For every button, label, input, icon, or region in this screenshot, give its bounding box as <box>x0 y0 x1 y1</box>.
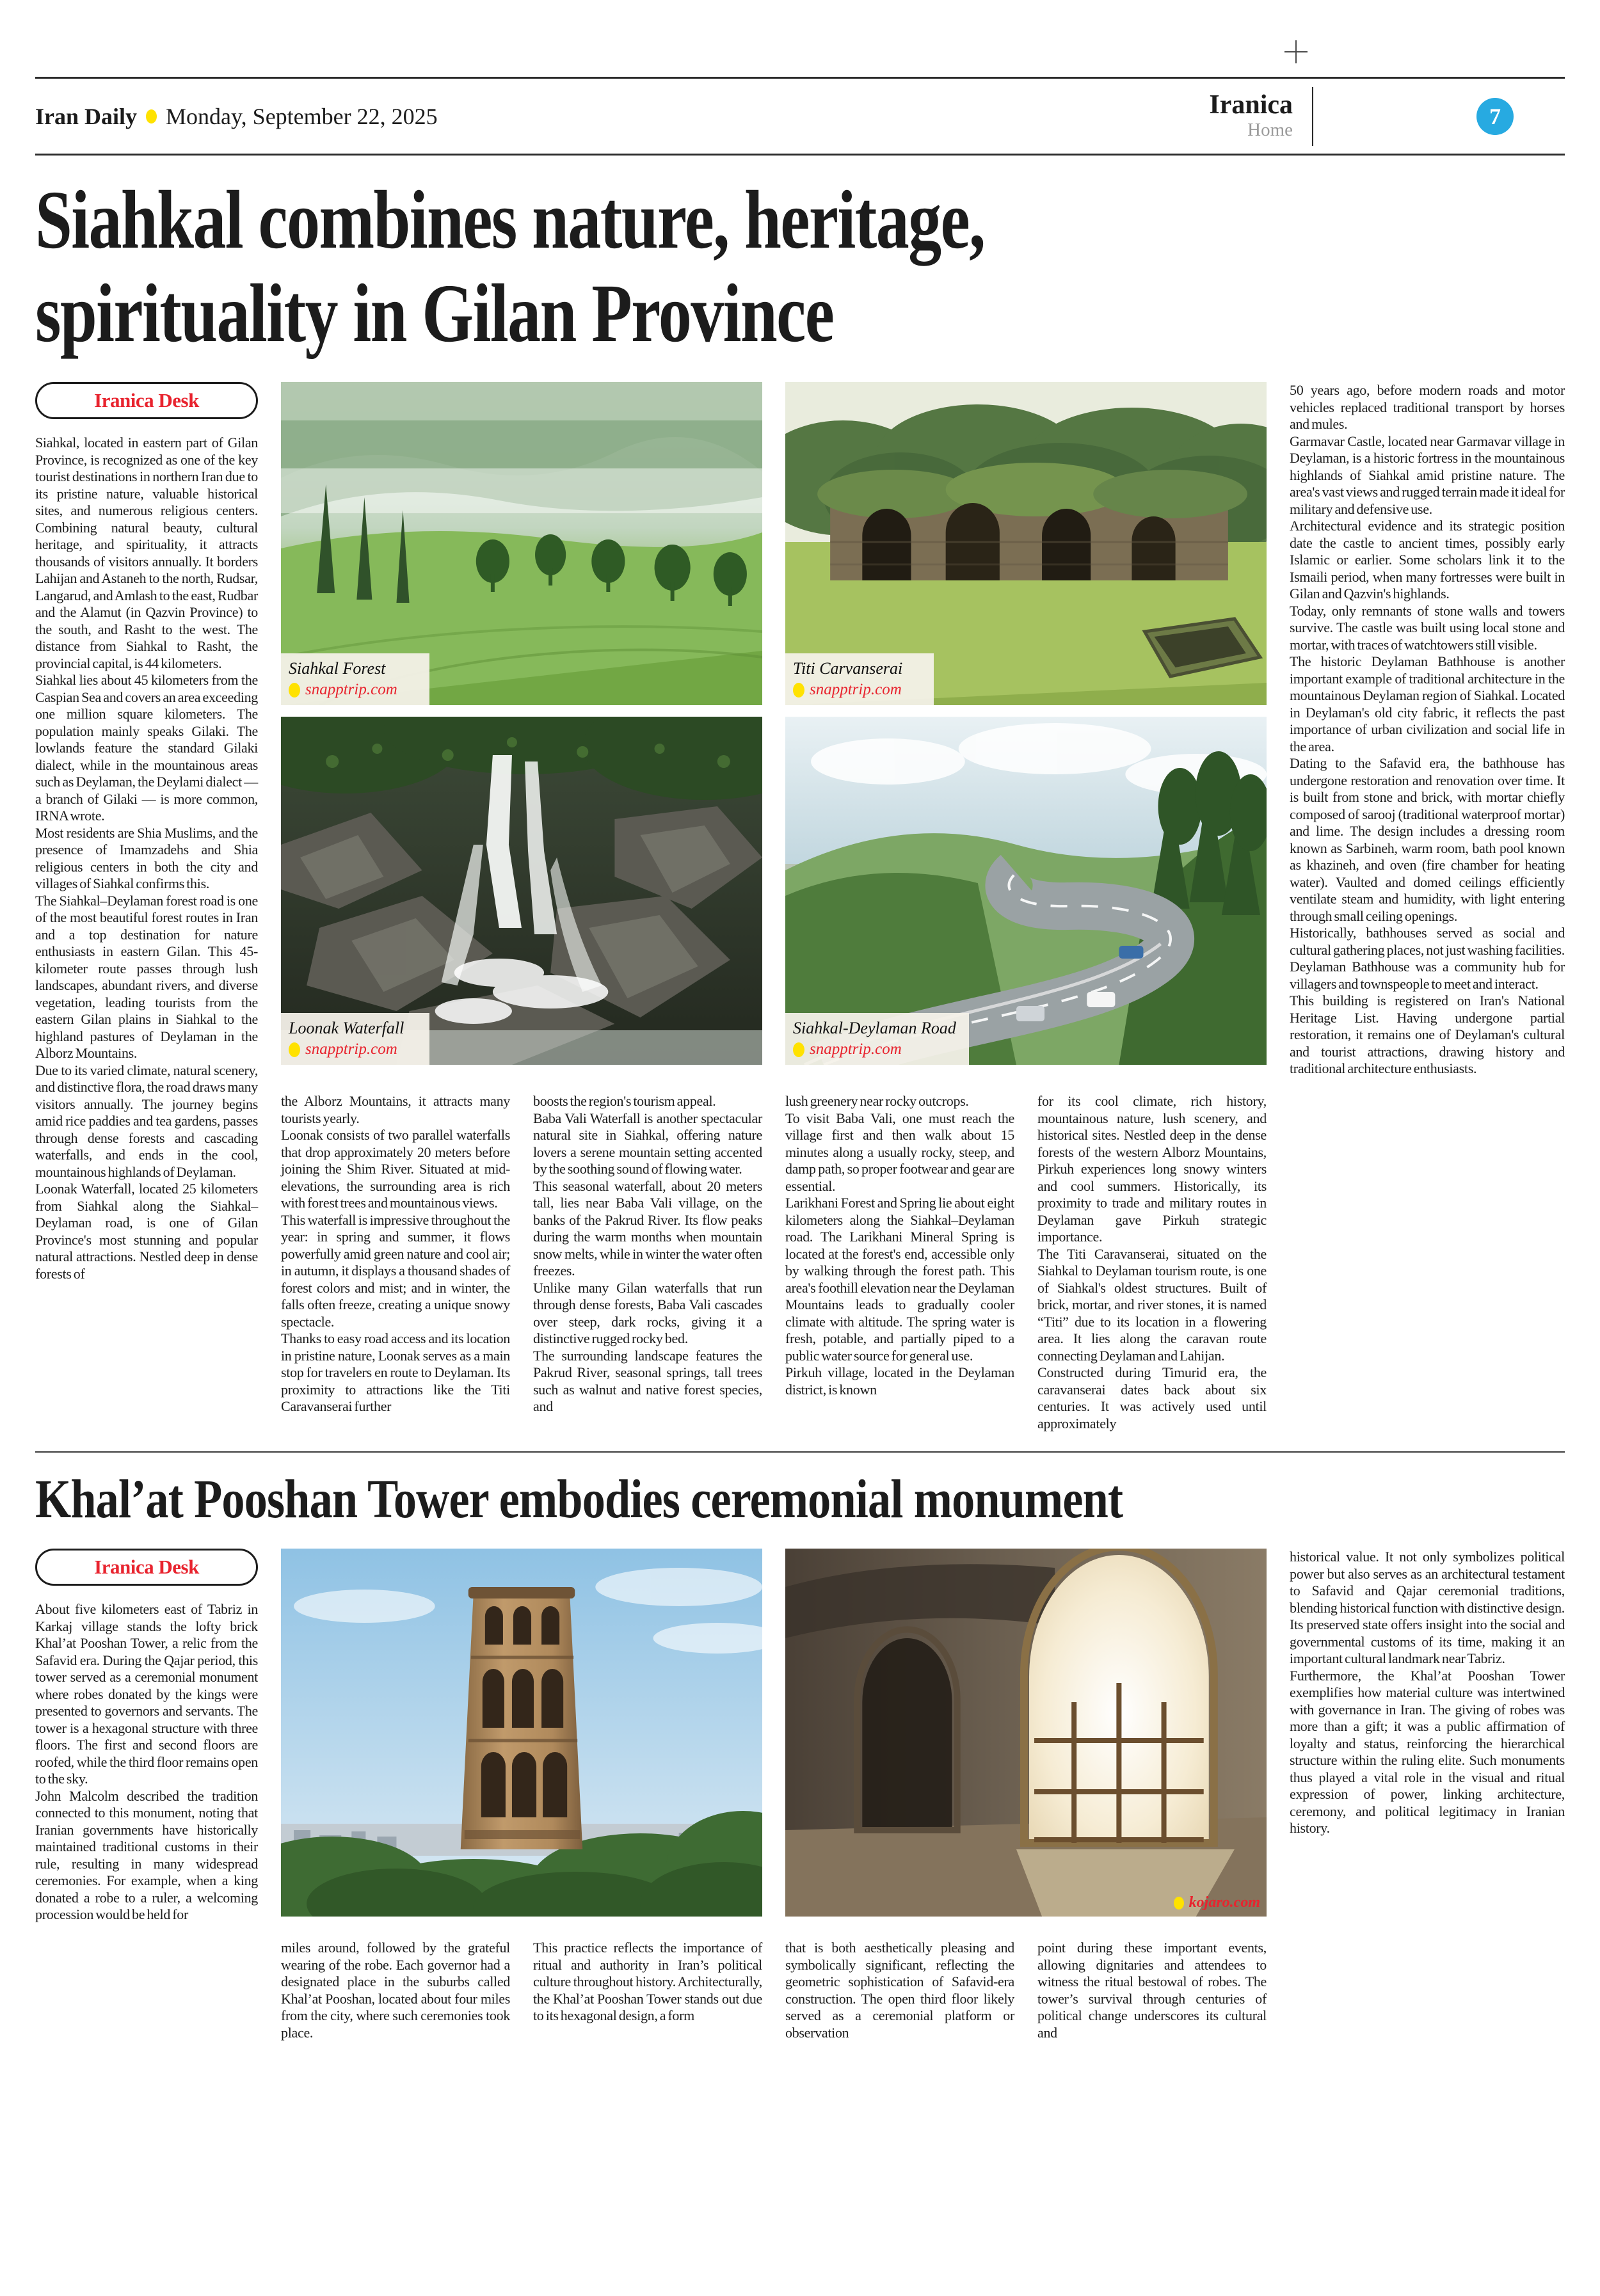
article1-headline <box>35 173 1259 360</box>
paragraph: miles around, followed by the grateful wearing of the robe. Each governor had a designated place in the suburbs called Khal’at Pooshan, located about four miles from the city, where such ceremonies took place. <box>281 1940 510 2041</box>
caption-box <box>281 653 429 705</box>
desk-label: Iranica Desk <box>94 1556 199 1578</box>
article1-column-1 <box>35 382 258 1432</box>
caption-credit <box>289 681 417 699</box>
photo-siahkal-deylaman-road <box>785 717 1267 1065</box>
article1-body <box>35 382 1565 1432</box>
article1-column-4 <box>785 1076 1014 1432</box>
paragraph: Today, only remnants of stone walls and towers survive. The castle was built using local stone and mortar, with traces of watchtowers still visible. <box>1290 602 1565 653</box>
caption-credit <box>793 1040 956 1058</box>
paragraph: Historically, bathhouses served as social and cultural gathering places, not just washing facilities. Deylaman Bathhouse was a community hub for villagers and townspeople to meet and interact. <box>1290 925 1565 992</box>
paragraph: Siahkal, located in eastern part of Gilan Province, is recognized as one of the key tourist destinations in northern Iran due to its pristine nature, valuable historical sites, and numerous religious centers. Combining natural beauty, cultural heritage, and spirituality, it attracts thousands of visitors annually. It borders Lahijan and Astaneh to the north, Rudsar, Langarud, and Amlash to the east, Rudbar and the Alamut (in Qazvin Province) to the south, and Rasht to the west. The distance from Siahkal to Rasht, the provincial capital, is 44 kilometers. <box>35 434 258 671</box>
article-separator-rule <box>35 1451 1565 1453</box>
credit-text: snapptrip.com <box>305 681 397 698</box>
section-block <box>1209 91 1312 141</box>
article2-col1-text <box>35 1601 258 1924</box>
paragraph: Loonak consists of two parallel waterfalls that drop approximately 20 meters before joining the Shim River. Situated at mid-elevations, the surrounding area is rich with forest trees and mountainous views. <box>281 1127 510 1211</box>
photo-loonak-waterfall <box>281 717 762 1065</box>
paragraph: The Siahkal–Deylaman forest road is one of the most beautiful forest routes in Iran and a top destination for nature enthusiasts in eastern Gilan. This 45-kilometer route passes through lush landscapes, abundant rivers, and diverse vegetation, leading tourists from the eastern Gilan plains in Siahkal to the highland pastures of Deylaman in the Alborz Mountains. <box>35 892 258 1061</box>
paragraph: Loonak Waterfall, located 25 kilometers from Siahkal along the Siahkal–Deylaman road, is one of Gilan Province's most stunning and popular natural attractions. Nestled deep in dense forests of <box>35 1181 258 1282</box>
paragraph: lush greenery near rocky outcrops. <box>785 1093 969 1109</box>
yellow-dot-icon <box>289 1042 300 1057</box>
article2-column-4 <box>785 1917 1014 2041</box>
photo-tower-interior <box>785 1549 1267 1917</box>
iranica-desk-badge <box>35 1549 258 1586</box>
paragraph: Baba Vali Waterfall is another spectacular natural site in Siahkal, offering nature lovers a serene mountain setting accented by the soothing sound of flowing water. <box>533 1110 762 1177</box>
article1-column-2 <box>281 1076 510 1432</box>
credit-text: snapptrip.com <box>810 681 902 698</box>
paragraph: Siahkal lies about 45 kilometers from the Caspian Sea and covers an area exceeding one million square kilometers. The population mainly speaks Gilaki. The lowlands feature the standard Gilaki dialect, while in the mountainous areas such as Deylaman, the Deylami dialect — a branch of Gilaki — is more common, IRNA wrote. <box>35 672 258 824</box>
article2-headline: Khal’at Pooshan Tower embodies ceremonial monument <box>35 1468 1123 1529</box>
yellow-dot-icon <box>793 683 804 698</box>
paragraph: historical value. It not only symbolizes political power but also serves as an architectural testament to Safavid and Qajar ceremonial traditions, blending historical function with distinctive design. Its preserved state offers insight into the social and governmental customs of its time, making it an important cultural landmark near Tabriz. <box>1290 1549 1565 1666</box>
paragraph: that is both aesthetically pleasing and symbolically significant, reflecting the geometric sophistication of Safavid-era construction. The open third floor likely served as a ceremonial platform or observation <box>785 1940 1014 2041</box>
photo-titi-carvanserai <box>785 382 1267 705</box>
newspaper-page <box>0 77 1600 2296</box>
paper-name: Iran Daily <box>35 103 138 129</box>
paragraph: Most residents are Shia Muslims, and the presence of Imamzadehs and Shia religious centers in both the city and villages of Siahkal confirms this. <box>35 824 258 891</box>
paragraph: for its cool climate, rich history, mountainous nature, lush scenery, and historical sites. Nestled deep in the dense forests of the western Alborz Mountains, Pirkuh experiences long snowy winters and cool summers. Historically, its proximity to trade and military routes in Deylaman gave Pirkuh strategic importance. <box>1037 1093 1267 1245</box>
header-divider <box>1312 87 1313 146</box>
page-number-badge: 7 <box>1476 98 1514 135</box>
crop-mark-icon <box>1283 39 1309 65</box>
article2-column-1 <box>35 1549 258 2041</box>
masthead <box>35 77 1565 155</box>
paragraph: Furthermore, the Khal’at Pooshan Tower exemplifies how material culture was intertwined with governance in Iran. The giving of robes was more than a gift; it was a public affirmation of loyalty and status, reinforcing the hierarchical structure within the ruling elite. Such monuments thus played a vital role in the visual and ritual expression of power, linking architecture, ceremony, and political legitimacy in Iranian history. <box>1290 1667 1565 1836</box>
article2-column-2 <box>281 1917 510 2041</box>
paragraph: This seasonal waterfall, about 20 meters tall, lies near Baba Vali village, on the banks of the Pakrud River. Its flow peaks during the warm months when mountain snow melts, while in winter the water often freezes. <box>533 1177 762 1279</box>
paragraph: About five kilometers east of Tabriz in Karkaj village stands the lofty brick Khal’at Pooshan Tower, a relic from the Safavid era. During the Qajar period, this tower served as a ceremonial monument where robes donated by the kings were presented to governors and servants. The tower is a hexagonal structure with three floors. The first and second floors are roofed, while the third floor remains open to the sky. <box>35 1601 258 1787</box>
caption-title: Loonak Waterfall <box>289 1018 404 1037</box>
masthead-right <box>1209 79 1565 154</box>
paragraph: Constructed during Timurid era, the caravanserai dates back about six centuries. It was actively used until approximately <box>1037 1364 1267 1431</box>
caption-title: Siahkal Forest <box>289 658 386 678</box>
credit-text: snapptrip.com <box>305 1040 397 1058</box>
article2-body <box>35 1549 1565 2041</box>
paragraph: The surrounding landscape features the Pakrud River, seasonal springs, tall trees such as walnut and native forest species, and <box>533 1347 762 1414</box>
section-title: Iranica <box>1209 90 1293 120</box>
headline-line: Siahkal combines nature, heritage, <box>35 174 985 266</box>
yellow-dot-icon <box>793 1042 804 1057</box>
paragraph: Pirkuh village, located in the Deylaman district, is known <box>785 1364 1014 1398</box>
photo-khalat-pooshan-tower <box>281 1549 762 1917</box>
paragraph: the Alborz Mountains, it attracts many tourists yearly. <box>281 1093 510 1126</box>
paragraph: To visit Baba Vali, one must reach the village first and then walk about 15 minutes along a usually rocky, steep, and damp path, so proper footwear and gear are essential. <box>785 1110 1014 1194</box>
masthead-left <box>35 103 438 130</box>
iranica-desk-badge <box>35 382 258 419</box>
paragraph: This practice reflects the importance of ritual and authority in Iran’s political culture throughout history. Architecturally, the Khal’at Pooshan Tower stands out due to its hexagonal design, a form <box>533 1940 762 2023</box>
caption-box <box>785 1013 969 1065</box>
paragraph: 50 years ago, before modern roads and motor vehicles replaced traditional transport by horses and mules. <box>1290 382 1565 432</box>
article2-column-3 <box>533 1917 762 2041</box>
caption-title: Titi Carvanserai <box>793 658 903 678</box>
photo-siahkal-forest <box>281 382 762 705</box>
paragraph: Garmavar Castle, located near Garmavar village in Deylaman, is a historic fortress in the mountainous highlands of Siahkal amid pristine nature. The area's vast views and rugged terrain made it ideal for military and defensive use. <box>1290 433 1565 517</box>
yellow-dot-icon <box>1174 1897 1184 1909</box>
tower-illustration <box>281 1549 762 1917</box>
credit-text: snapptrip.com <box>810 1040 902 1058</box>
paragraph: John Malcolm described the tradition connected to this monument, noting that Iranian governments have historically maintained traditional customs in their rule, resulting in many widespread ceremonies. For example, when a king donated a robe to a ruler, a welcoming procession would be held for <box>35 1787 258 1922</box>
paragraph: The historic Deylaman Bathhouse is another important example of traditional architecture in the mountainous Deylaman region of Siahkal. Located in Deylaman's old city fabric, it reflects the past importance of urban civilization and social life in the area. <box>1290 653 1565 754</box>
paragraph: Architectural evidence and its strategic position date the castle to ancient times, possibly early Islamic or earlier. Some scholars link it to the Ismaili period, when many fortresses were built in Gilan and Qazvin's highlands. <box>1290 518 1565 602</box>
article1-column-3 <box>533 1076 762 1432</box>
paragraph: Due to its varied climate, natural scenery, and distinctive flora, the road draws many visitors annually. The journey begins amid rice paddies and tea gardens, passes through dense forests and cascading waterfalls, and ends in the cool, mountainous highlands of Deylaman. <box>35 1062 258 1180</box>
interior-illustration <box>785 1549 1267 1917</box>
yellow-dot-icon <box>289 683 300 698</box>
article2-column-5 <box>1037 1917 1267 2041</box>
desk-label: Iranica Desk <box>94 389 199 411</box>
paragraph: Larikhani Forest and Spring lie about eight kilometers along the Siahkal–Deylaman road. The Larikhani Mineral Spring is located at the forest's end, accessible only by walking through the forest path. This area's foothill elevation near the Deylaman Mountains leads to gradually cooler climate with altitude. The spring water is fresh, potable, and partially piped to a public water source for general use. <box>785 1195 1014 1364</box>
paragraph: boosts the region's tourism appeal. <box>533 1093 716 1109</box>
article1-column-5 <box>1037 1076 1267 1432</box>
paragraph: Dating to the Safavid era, the bathhouse has undergone restoration and renovation over time. It is built from stone and brick, with mortar chiefly composed of sarooj (traditional waterproof mortar) and lime. The design includes a dressing room known as Sarbineh, warm room, bath pool known as khazineh, and oven (fire chamber for heating water). Vaulted and domed ceilings efficiently ventilate steam and humidity, with light entering through small ceiling openings. <box>1290 755 1565 924</box>
article2-column-6 <box>1290 1549 1565 2041</box>
caption-box <box>281 1013 429 1065</box>
caption-credit <box>289 1040 417 1058</box>
photo-credit <box>1174 1894 1260 1911</box>
yellow-dot-icon <box>146 109 157 124</box>
caption-credit <box>793 681 921 699</box>
paragraph: Thanks to easy road access and its location in pristine nature, Loonak serves as a main stop for travelers en route to Deylaman. Its proximity to attractions like the Titi Caravanserai further <box>281 1330 510 1414</box>
paragraph: This waterfall is impressive throughout the year: in spring and summer, it flows powerfully amid green nature and cool air; in autumn, it displays a thousand shades of forest colors and mist; and in winter, the falls often freeze, creating a unique snowy spectacle. <box>281 1211 510 1330</box>
paragraph: Unlike many Gilan waterfalls that run through dense forests, Baba Vali cascades over steep, dark rocks, giving it a distinctive rugged rocky bed. <box>533 1279 762 1346</box>
section-subtitle: Home <box>1247 120 1293 141</box>
caption-title: Siahkal-Deylaman Road <box>793 1018 956 1037</box>
article1-column-6 <box>1290 382 1565 1432</box>
paragraph: This building is registered on Iran's National Heritage List. Having undergone partial restoration, it remains one of Deylaman's cultural and tourist attractions, drawing history and traditional architecture enthusiasts. <box>1290 993 1565 1076</box>
paragraph: The Titi Caravanserai, situated on the Siahkal to Deylaman tourism route, is one of Siahkal's oldest structures. Built of brick, mortar, and river stones, it is named “Titi” due to its location in a flowering area. It lies along the caravan route connecting Deylaman and Lahijan. <box>1037 1245 1267 1364</box>
issue-date: Monday, September 22, 2025 <box>166 103 438 129</box>
article1-col1-text <box>35 434 258 1282</box>
headline-line: spirituality in Gilan Province <box>35 267 834 360</box>
credit-text: kojaro.com <box>1188 1894 1260 1911</box>
paragraph: point during these important events, allowing dignitaries and attendees to witness the ritual bestowal of robes. The tower’s survival through centuries of political change underscores its cultural and <box>1037 1940 1267 2041</box>
caption-box <box>785 653 934 705</box>
